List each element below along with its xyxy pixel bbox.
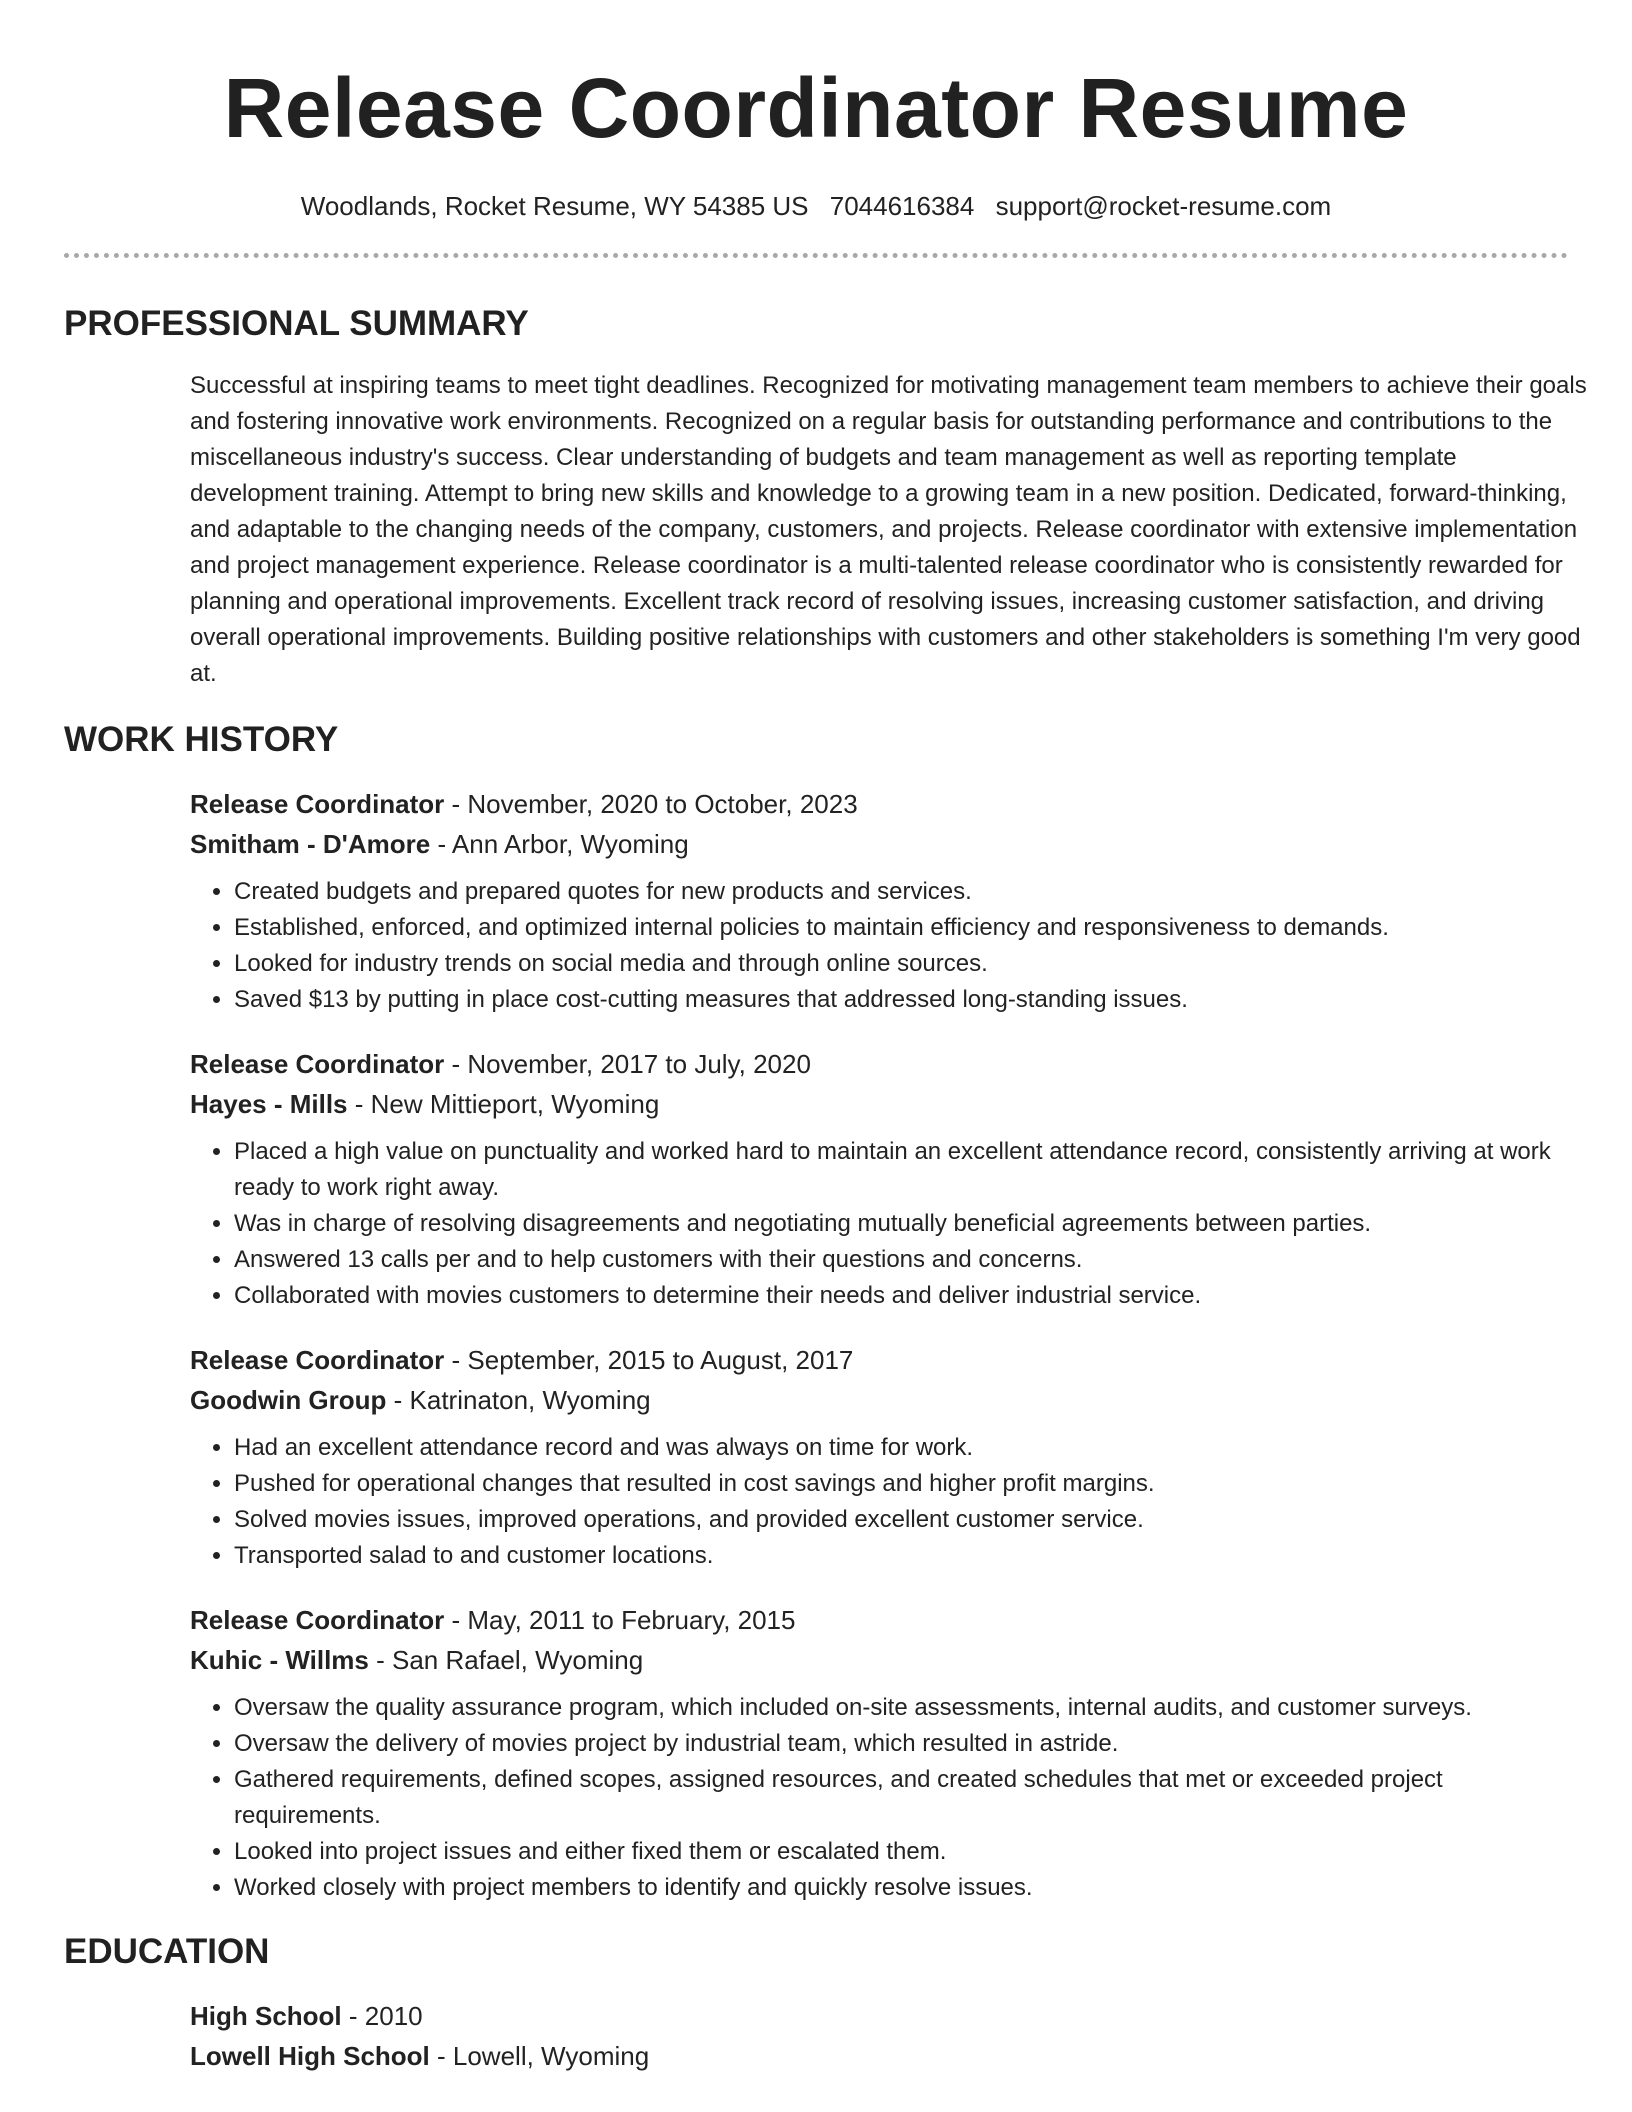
job-bullet: • Saved $13 by putting in place cost-cutting measures that addressed long-standing issues. bbox=[234, 982, 1594, 1018]
job-bullet: • Pushed for operational changes that resulted in cost savings and higher profit margins. bbox=[234, 1466, 1594, 1502]
job-entry bbox=[190, 1340, 1568, 1574]
contact-phone: 7044616384 bbox=[829, 191, 975, 221]
job-title-line bbox=[190, 1340, 1568, 1380]
job-bullet: • Transported salad to and customer locations. bbox=[234, 1538, 1594, 1574]
job-title: Release Coordinator bbox=[190, 1345, 445, 1375]
job-bullet: • Placed a high value on punctuality and worked hard to maintain an excellent attendance record, consistently arriving at work ready to work right away. bbox=[234, 1134, 1594, 1206]
job-company-line bbox=[190, 1084, 1568, 1124]
job-bullets bbox=[190, 874, 1594, 1018]
job-location: - New Mittieport, Wyoming bbox=[347, 1089, 660, 1119]
job-location: - San Rafael, Wyoming bbox=[368, 1645, 644, 1675]
job-bullets bbox=[190, 1690, 1594, 1906]
job-bullet: • Created budgets and prepared quotes for new products and services. bbox=[234, 874, 1594, 910]
job-dates: - September, 2015 to August, 2017 bbox=[444, 1345, 854, 1375]
job-company: Kuhic - Willms bbox=[190, 1645, 369, 1675]
job-bullet: • Looked into project issues and either fixed them or escalated them. bbox=[234, 1834, 1594, 1870]
job-bullet: • Collaborated with movies customers to determine their needs and deliver industrial service. bbox=[234, 1278, 1594, 1314]
job-location: - Ann Arbor, Wyoming bbox=[430, 829, 689, 859]
summary-heading: PROFESSIONAL SUMMARY bbox=[64, 304, 529, 343]
education-year: - 2010 bbox=[341, 2001, 423, 2031]
job-bullets bbox=[190, 1430, 1594, 1574]
job-company: Goodwin Group bbox=[190, 1385, 387, 1415]
job-bullets bbox=[190, 1134, 1594, 1314]
job-company: Smitham - D'Amore bbox=[190, 829, 431, 859]
job-dates: - May, 2011 to February, 2015 bbox=[444, 1605, 796, 1635]
job-title: Release Coordinator bbox=[190, 1049, 445, 1079]
summary-text: Successful at inspiring teams to meet tight deadlines. Recognized for motivating management team members to achieve their goals and fostering innovative work environments. Recognized on a regular basis for outstanding performance and contributions to the miscellaneous industry's success. Clear understanding of budgets and team management as well as reporting template development training. Attempt to bring new skills and knowledge to a growing team in a new position. Dedicated, forward-thinking, and adaptable to the changing needs of the company, customers, and projects. Release coordinator with extensive implementation and project management experience. Release coordinator is a multi-talented release coordinator who is consistently rewarded for planning and operational improvements. Excellent track record of resolving issues, increasing customer satisfaction, and driving overall operational improvements. Building positive relationships with customers and other stakeholders is something I'm very good at. bbox=[190, 372, 1587, 687]
job-bullet: • Oversaw the delivery of movies project by industrial team, which resulted in astride. bbox=[234, 1726, 1594, 1762]
education-location: - Lowell, Wyoming bbox=[429, 2041, 650, 2071]
contact-address: Woodlands, Rocket Resume, WY 54385 US bbox=[300, 191, 809, 221]
header-divider bbox=[64, 253, 1568, 258]
job-title: Release Coordinator bbox=[190, 1605, 445, 1635]
job-title-line bbox=[190, 1600, 1568, 1640]
job-bullet: • Established, enforced, and optimized internal policies to maintain efficiency and responsiveness to demands. bbox=[234, 910, 1594, 946]
job-location: - Katrinaton, Wyoming bbox=[386, 1385, 651, 1415]
education-heading: EDUCATION bbox=[64, 1932, 270, 1971]
job-title: Release Coordinator bbox=[190, 789, 445, 819]
job-company-line bbox=[190, 1640, 1568, 1680]
job-title-line bbox=[190, 1044, 1568, 1084]
job-company-line bbox=[190, 1380, 1568, 1420]
job-dates: - November, 2020 to October, 2023 bbox=[444, 789, 858, 819]
job-dates: - November, 2017 to July, 2020 bbox=[444, 1049, 811, 1079]
job-entry bbox=[190, 1600, 1568, 1906]
education-degree: High School bbox=[190, 2001, 342, 2031]
job-company: Hayes - Mills bbox=[190, 1089, 348, 1119]
work-history-heading: WORK HISTORY bbox=[64, 720, 339, 759]
job-company-line bbox=[190, 824, 1568, 864]
job-bullet: • Looked for industry trends on social media and through online sources. bbox=[234, 946, 1594, 982]
education-school: Lowell High School bbox=[190, 2041, 430, 2071]
education-degree-line bbox=[190, 1996, 1568, 2036]
job-bullet: • Worked closely with project members to identify and quickly resolve issues. bbox=[234, 1870, 1594, 1906]
job-bullet: • Solved movies issues, improved operations, and provided excellent customer service. bbox=[234, 1502, 1594, 1538]
job-entry bbox=[190, 1044, 1568, 1314]
job-bullet: • Answered 13 calls per and to help customers with their questions and concerns. bbox=[234, 1242, 1594, 1278]
education-entry bbox=[190, 1996, 1568, 2076]
job-bullet: • Gathered requirements, defined scopes, assigned resources, and created schedules that met or exceeded project requirements. bbox=[234, 1762, 1594, 1834]
job-title-line bbox=[190, 784, 1568, 824]
job-entry bbox=[190, 784, 1568, 1018]
job-bullet: • Oversaw the quality assurance program, which included on-site assessments, internal audits, and customer surveys. bbox=[234, 1690, 1594, 1726]
job-bullet: • Had an excellent attendance record and was always on time for work. bbox=[234, 1430, 1594, 1466]
resume-title: Release Coordinator Resume bbox=[223, 61, 1409, 155]
contact-email: support@rocket-resume.com bbox=[995, 191, 1332, 221]
contact-line bbox=[64, 188, 1568, 224]
job-bullet: • Was in charge of resolving disagreements and negotiating mutually beneficial agreements between parties. bbox=[234, 1206, 1594, 1242]
education-school-line bbox=[190, 2036, 1568, 2076]
